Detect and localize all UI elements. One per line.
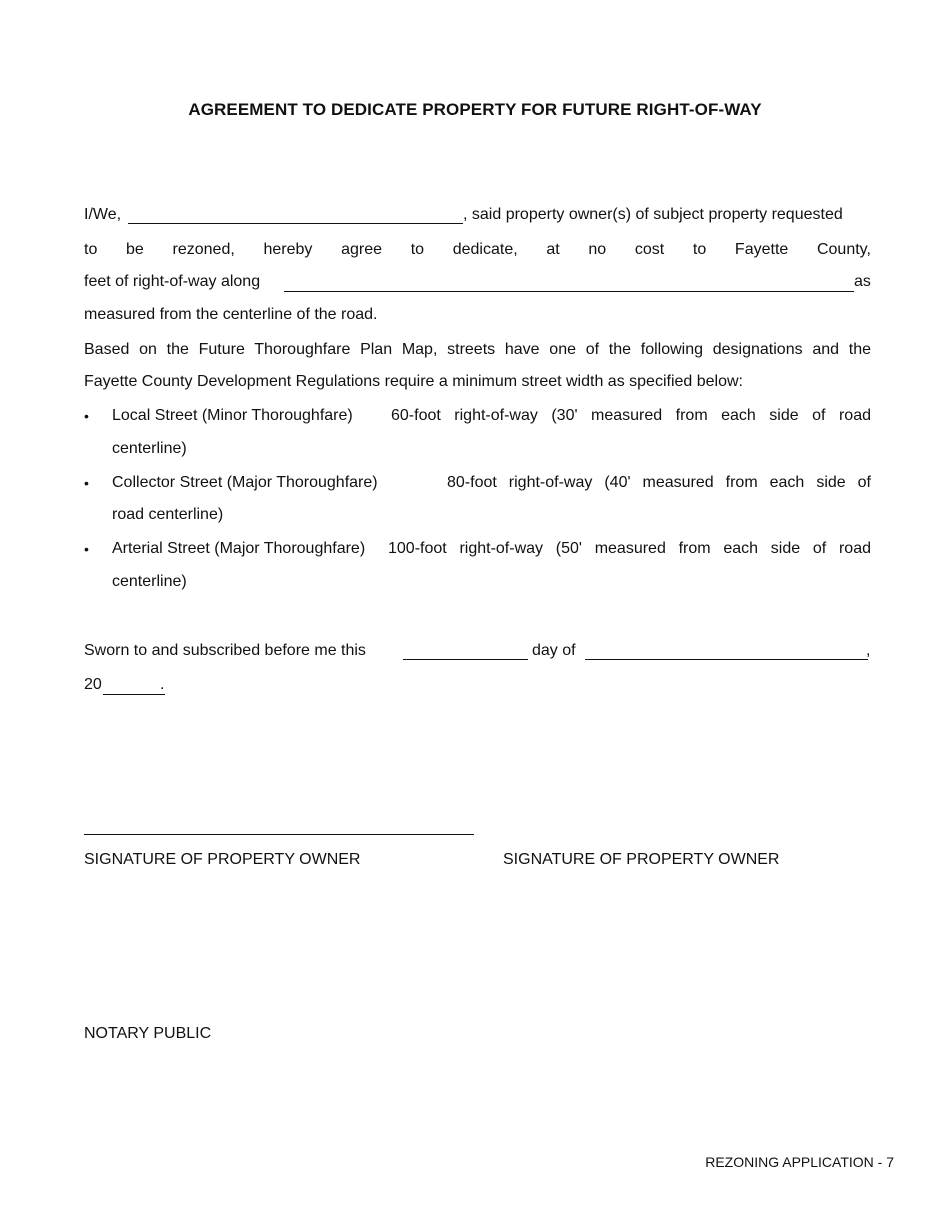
street-width: 60-foot right-of-way (30' measured from each side of road [391,407,871,424]
centerline-text: measured from the centerline of the road. [84,306,378,323]
bullet-icon: • [84,475,89,491]
owner-signature-label-2: SIGNATURE OF PROPERTY OWNER [503,851,780,868]
street-width: 80-foot right-of-way (40' measured from each side of [447,474,871,491]
street-width-cont: centerline) [112,573,187,590]
year-suffix: . [160,676,165,693]
word: hereby [263,241,313,258]
owner-signature-label: SIGNATURE OF PROPERTY OWNER [84,851,361,868]
page-title: AGREEMENT TO DEDICATE PROPERTY FOR FUTURE RIGHT-OF-WAY [188,100,762,119]
year-blank[interactable] [103,694,165,695]
para1-line2 [84,240,871,260]
feet-text: feet of right-of-way along [84,273,261,290]
word: to [410,241,425,258]
day-blank[interactable] [403,659,528,660]
owner-name-blank[interactable] [128,223,463,224]
word: to [692,241,707,258]
word: agree [341,241,382,258]
bullet-icon: • [84,541,89,557]
as-text: as [854,273,871,290]
bullet-item [112,539,871,559]
road-name-blank[interactable] [284,291,854,292]
bullet-item [112,473,871,493]
owner-prefix: I/We, [84,206,122,223]
street-type: Arterial Street (Major Thoroughfare) [112,540,366,557]
street-type: Local Street (Minor Thoroughfare) [112,407,353,424]
day-of-text: day of [532,642,576,659]
word: at [546,241,560,258]
sworn-text: Sworn to and subscribed before me this [84,642,366,659]
word: to [84,241,98,258]
word: no [588,241,607,258]
bullet-icon: • [84,408,89,424]
word: cost [634,241,665,258]
word: County, [816,241,871,258]
notary-label: NOTARY PUBLIC [84,1025,212,1042]
owner-signature-line[interactable] [84,834,474,835]
word: rezoned, [172,241,235,258]
page-footer: REZONING APPLICATION - 7 [705,1154,894,1170]
street-width: 100-foot right-of-way (50' measured from each side of road [388,540,871,557]
para2-line2: Fayette County Development Regulations require a minimum street width as specified below: [84,373,743,390]
street-width-cont: road centerline) [112,506,224,523]
word: dedicate, [452,241,518,258]
word: Fayette [734,241,789,258]
street-width-cont: centerline) [112,440,187,457]
street-type: Collector Street (Major Thoroughfare) [112,474,378,491]
year-prefix: 20 [84,676,102,693]
owner-text: , said property owner(s) of subject property requested [463,206,843,223]
month-blank[interactable] [585,659,868,660]
comma-text: , [866,642,871,659]
para2-line1: Based on the Future Thoroughfare Plan Map, streets have one of the following designations and the [84,341,871,358]
bullet-item [112,406,871,426]
word: be [126,241,144,258]
